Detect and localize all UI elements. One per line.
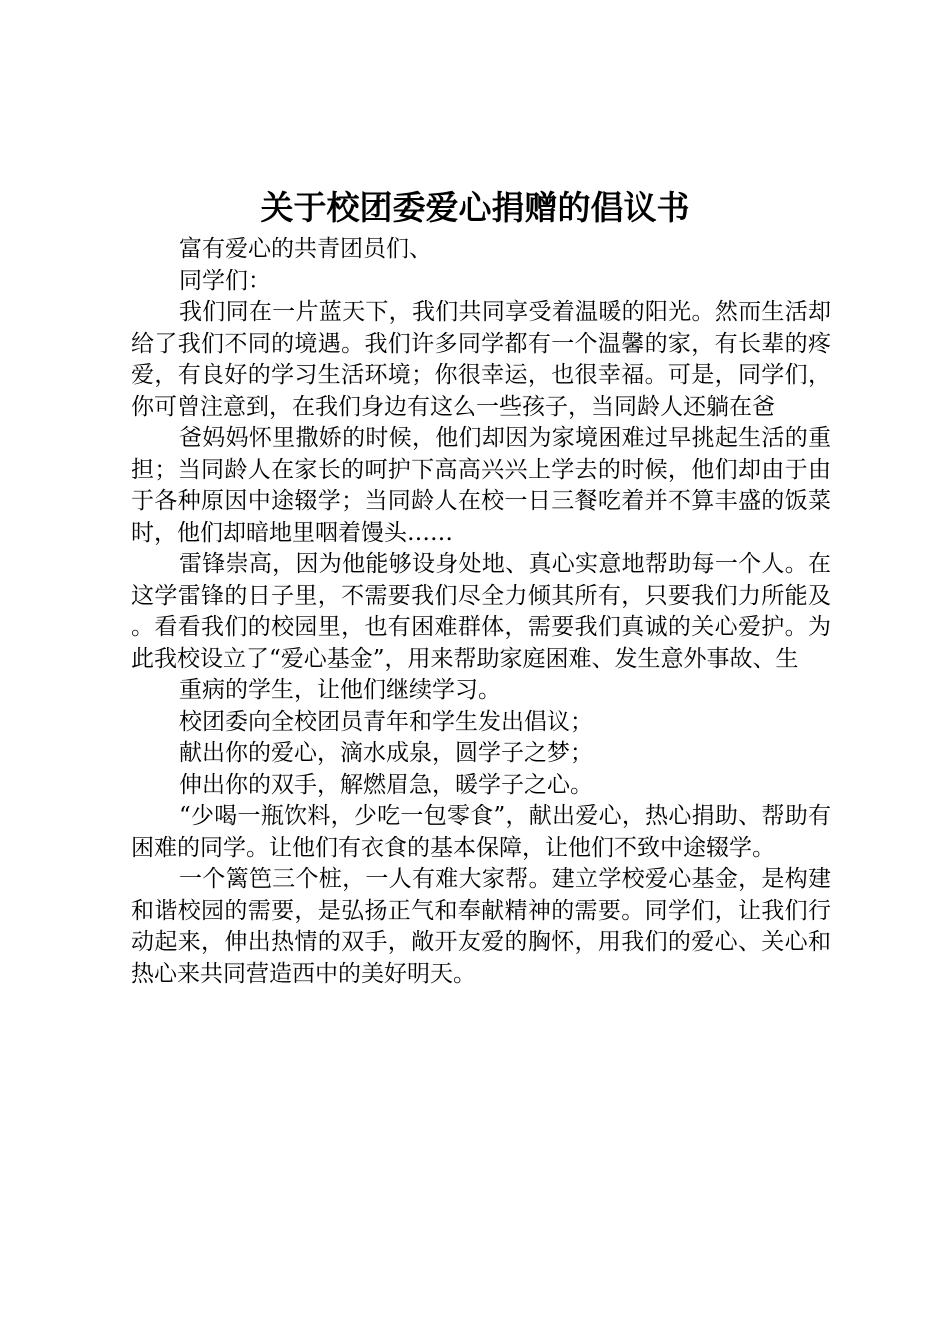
paragraph: 富有爱心的共青团员们、 (179, 236, 432, 262)
paragraph: 雷锋崇高，因为他能够设身处地、真心实意地帮助每一个人。在这学雷锋的日子里，不需要我们尽全力倾其所有，只要我们力所能及。看看我们的校园里，也有困难群体，需要我们真诚的关心爱护。为此我校设立了“爱心基金”，用来帮助家庭困难、发生意外事故、生 (131, 551, 831, 672)
paragraph: 一个篱笆三个桩，一人有难大家帮。建立学校爱心基金，是构建和谐校园的需要，是弘扬正气和奉献精神的需要。同学们，让我们行动起来，伸出热情的双手，敞开友爱的胸怀，用我们的爱心、关心和热心来共同营造西中的美好明天。 (131, 866, 831, 987)
document-title: 关于校团委爱心捐赠的倡议书 (260, 188, 690, 227)
paragraph: 同学们： (179, 267, 271, 294)
paragraph: “少喝一瓶饮料，少吃一包零食”，献出爱心，热心捐助、帮助有困难的同学。让他们有衣食的基本保障，让他们不致中途辍学。 (131, 803, 831, 861)
paragraph: 爸妈妈怀里撒娇的时候，他们却因为家境困难过早挑起生活的重担；当同龄人在家长的呵护下高高兴兴上学去的时候，他们却由于由于各种原因中途辍学；当同龄人在校一日三餐吃着并不算丰盛的饭菜时，他们却暗地里咽着馒头…… (131, 425, 831, 546)
paragraph: 校团委向全校团员青年和学生发出倡议； (179, 708, 593, 735)
paragraph: 重病的学生，让他们继续学习。 (179, 677, 501, 703)
document-body (131, 234, 831, 990)
paragraph: 献出你的爱心，滴水成泉，圆学子之梦； (179, 740, 593, 766)
paragraph: 我们同在一片蓝天下，我们共同享受着温暖的阳光。然而生活却给了我们不同的境遇。我们许多同学都有一个温馨的家，有长辈的疼爱，有良好的学习生活环境；你很幸运，也很幸福。可是，同学们，你可曾注意到，在我们身边有这么一些孩子，当同龄人还躺在爸 (131, 299, 831, 420)
paragraph: 伸出你的双手，解燃眉急，暖学子之心。 (179, 771, 593, 798)
